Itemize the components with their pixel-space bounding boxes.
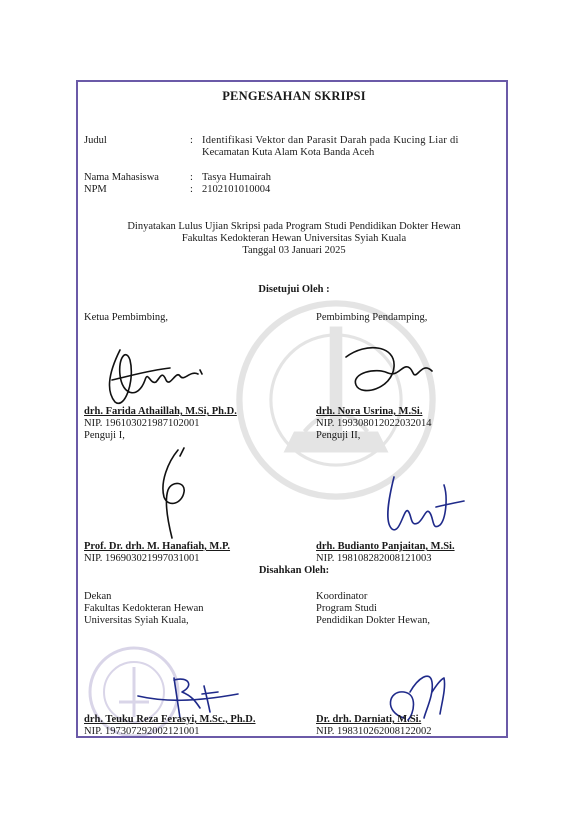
ketua-nip: NIP. 196103021987102001 [84,418,200,429]
dekan-line-3: Universitas Syiah Kuala, [84,615,189,626]
nama-value: Tasya Humairah [202,172,271,183]
judul-label: Judul [84,135,107,146]
dekan-line-2: Fakultas Kedokteran Hewan [84,603,204,614]
penguji-2-name: drh. Budianto Panjaitan, M.Si. [316,541,455,552]
dekan-line-1: Dekan [84,591,112,602]
koordinator-name: Dr. drh. Darniati, M.Si. [316,714,422,725]
ketua-signature [90,340,210,412]
statement-line-2: Fakultas Kedokteran Hewan Universitas Syiah Kuala [181,233,407,244]
judul-separator: : [190,135,193,146]
penguji-1-nip: NIP. 196903021997031001 [84,553,200,564]
statement-line-3: Tanggal 03 Januari 2025 [242,245,346,256]
disetujui-heading: Disetujui Oleh : [258,284,330,295]
koordinator-line-1: Koordinator [316,591,368,602]
penguji-1-signature [138,442,218,542]
pendamping-nip: NIP. 199308012022032014 [316,418,432,429]
dekan-name: drh. Teuku Reza Ferasyi, M.Sc., Ph.D. [84,714,256,725]
penguji-2-role: Penguji II, [316,430,361,441]
koordinator-line-2: Program Studi [316,603,377,614]
ketua-name: drh. Farida Athaillah, M.Si, Ph.D. [84,406,237,417]
statement-line-1: Dinyatakan Lulus Ujian Skripsi pada Program Studi Pendidikan Dokter Hewan [127,221,461,232]
nama-label: Nama Mahasiswa [84,172,159,183]
pendamping-signature [336,337,446,409]
penguji-2-signature [374,467,474,547]
npm-separator: : [190,184,193,195]
npm-label: NPM [84,184,107,195]
penguji-1-role: Penguji I, [84,430,125,441]
judul-line-2: Kecamatan Kuta Alam Kota Banda Aceh [202,147,375,158]
ketua-role: Ketua Pembimbing, [84,312,168,323]
pendamping-role: Pembimbing Pendamping, [316,312,428,323]
dekan-nip: NIP. 197307292002121001 [84,726,200,737]
koordinator-line-3: Pendidikan Dokter Hewan, [316,615,431,626]
page-title: PENGESAHAN SKRIPSI [222,89,366,103]
npm-value: 2102101010004 [202,184,271,195]
judul-line-1: Identifikasi Vektor dan Parasit Darah pada Kucing Liar di [202,135,459,146]
disahkan-heading: Disahkan Oleh: [258,565,330,576]
pendamping-name: drh. Nora Usrina, M.Si. [316,406,423,417]
penguji-1-name: Prof. Dr. drh. M. Hanafiah, M.P. [84,541,231,552]
koordinator-nip: NIP. 198310262008122002 [316,726,432,737]
document-frame [76,80,508,738]
penguji-2-nip: NIP. 198108282008121003 [316,553,432,564]
nama-separator: : [190,172,193,183]
